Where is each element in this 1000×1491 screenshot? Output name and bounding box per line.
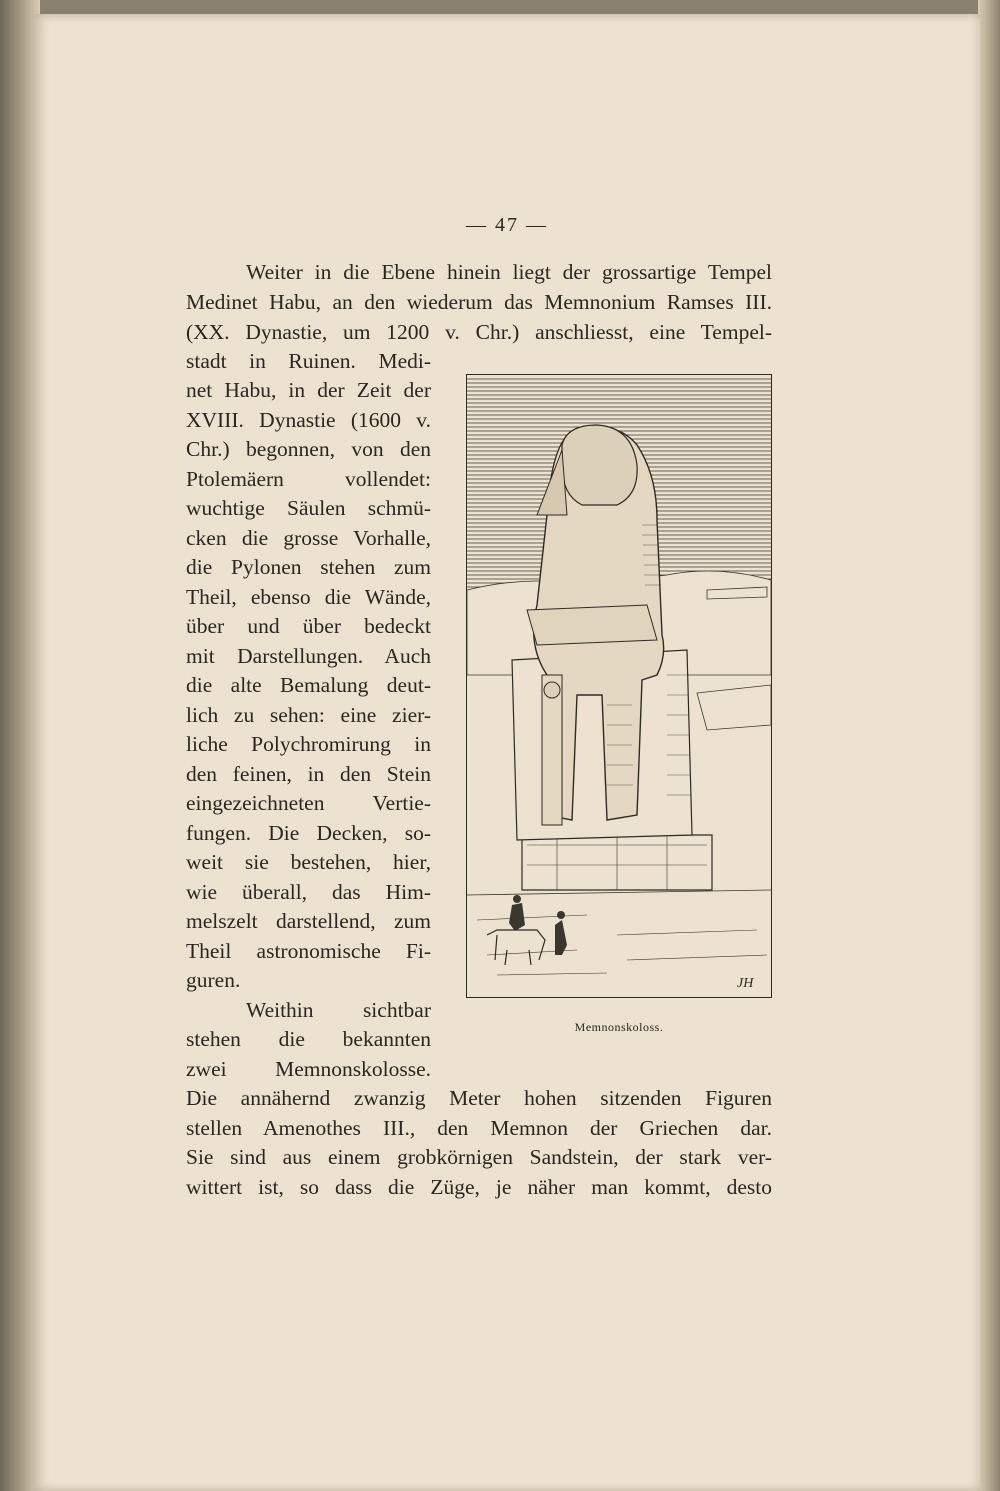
text-line: stehen die bekannten bbox=[186, 1027, 431, 1051]
text-line: lich zu sehen: eine zier- bbox=[186, 703, 431, 727]
text-line: Medinet Habu, an den wiederum das Memnonium Ramses III. bbox=[186, 290, 772, 314]
text-line: net Habu, in der Zeit der bbox=[186, 378, 431, 402]
text-line: eingezeichneten Vertie- bbox=[186, 791, 431, 815]
text-line: stellen Amenothes III., den Memnon der Griechen dar. bbox=[186, 1116, 772, 1140]
text-line: melszelt darstellend, zum bbox=[186, 909, 431, 933]
figure-caption: Memnonskoloss. bbox=[574, 1020, 664, 1034]
text-line: zwei Memnonskolosse. bbox=[186, 1057, 431, 1081]
text-line: Chr.) begonnen, von den bbox=[186, 437, 431, 461]
text-line: wittert ist, so dass die Züge, je näher man kommt, desto bbox=[186, 1175, 772, 1199]
rider-on-donkey bbox=[487, 930, 545, 965]
text-line: XVIII. Dynastie (1600 v. bbox=[186, 408, 431, 432]
text-line: Weiter in die Ebene hinein liegt der grossartige Tempel bbox=[246, 260, 772, 284]
text-line: stadt in Ruinen. Medi- bbox=[186, 349, 431, 373]
text-line: Die annähernd zwanzig Meter hohen sitzenden Figuren bbox=[186, 1086, 772, 1110]
text-line: fungen. Die Decken, so- bbox=[186, 821, 431, 845]
text-line: cken die grosse Vorhalle, bbox=[186, 526, 431, 550]
artist-monogram: JH bbox=[737, 976, 754, 991]
text-line: die Pylonen stehen zum bbox=[186, 555, 431, 579]
text-line: Ptolemäern vollendet: bbox=[186, 467, 431, 491]
text-line: liche Polychromirung in bbox=[186, 732, 431, 756]
text-line: Theil, ebenso die Wände, bbox=[186, 585, 431, 609]
text-line: mit Darstellungen. Auch bbox=[186, 644, 431, 668]
book-page bbox=[34, 14, 980, 1491]
text-line: Sie sind aus einem grobkörnigen Sandstein, der stark ver- bbox=[186, 1145, 772, 1169]
text-line: weit sie bestehen, hier, bbox=[186, 850, 431, 874]
memnon-colossus-illustration bbox=[466, 374, 772, 998]
text-line: wie überall, das Him- bbox=[186, 880, 431, 904]
engraving-svg bbox=[467, 375, 771, 997]
walking-figure bbox=[555, 920, 567, 955]
page-number: — 47 — bbox=[466, 214, 548, 236]
text-line: die alte Bemalung deut- bbox=[186, 673, 431, 697]
page-edge bbox=[978, 0, 1000, 1491]
text-line: wuchtige Säulen schmü- bbox=[186, 496, 431, 520]
text-line: über und über bedeckt bbox=[186, 614, 431, 638]
text-line: Weithin sichtbar bbox=[246, 998, 431, 1022]
text-line: (XX. Dynastie, um 1200 v. Chr.) anschliesst, eine Tempel- bbox=[186, 320, 772, 344]
text-line: Theil astronomische Fi- bbox=[186, 939, 431, 963]
text-line: den feinen, in den Stein bbox=[186, 762, 431, 786]
text-line: guren. bbox=[186, 968, 241, 992]
